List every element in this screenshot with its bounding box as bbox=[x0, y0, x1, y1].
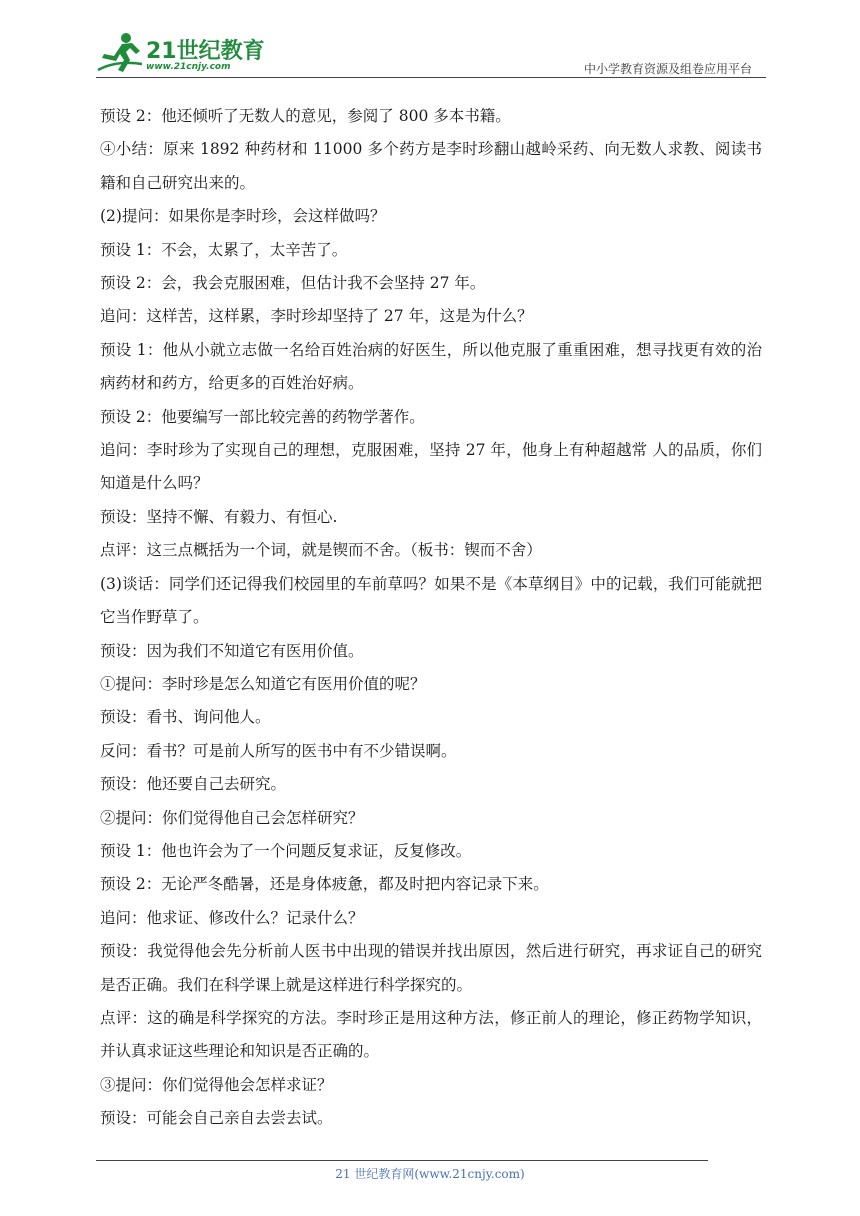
paragraph: 预设：坚持不懈、有毅力、有恒心. bbox=[100, 507, 338, 526]
paragraph: 预设：因为我们不知道它有医用价值。 bbox=[100, 641, 364, 660]
logo-url: www.21cnjy.com bbox=[146, 62, 231, 72]
paragraph: 预设 2：他还倾听了无数人的意见，参阅了 800 多本书籍。 bbox=[100, 107, 511, 125]
paragraph: (2)提问：如果你是李时珍，会这样做吗？ bbox=[100, 207, 386, 226]
paragraph: 预设：可能会自己亲自去尝去试。 bbox=[100, 1109, 333, 1128]
paragraph: 预设 1：他也许会为了一个问题反复求证，反复修改。 bbox=[100, 841, 472, 860]
paragraph: 反问：看书？可是前人所写的医书中有不少错误啊。 bbox=[100, 741, 457, 760]
paragraph: 预设 1：他从小就立志做一名给百姓治病的好医生，所以他克服了重重困难，想寻找更有效的治病药材和药方，给更多的百姓治好病。 bbox=[100, 340, 762, 393]
paragraph: 预设：我觉得他会先分析前人医书中出现的错误并找出原因，然后进行研究，再求证自己的研究是否正确。我们在科学课上就是这样进行科学探究的。 bbox=[100, 942, 762, 994]
paragraph: 预设：他还要自己去研究。 bbox=[100, 775, 287, 794]
paragraph: 预设 2：会，我会克服困难，但估计我不会坚持 27 年。 bbox=[100, 274, 486, 293]
paragraph: ②提问：你们觉得他自己会怎样研究？ bbox=[100, 808, 364, 827]
site-logo[interactable] bbox=[96, 30, 266, 76]
header-platform-title: 中小学教育资源及组卷应用平台 bbox=[583, 62, 752, 76]
page-header bbox=[96, 30, 760, 78]
paragraph: ①提问：李时珍是怎么知道它有医用价值的呢？ bbox=[100, 674, 426, 693]
paragraph: 点评：这三点概括为一个词，就是锲而不舍。（板书：锲而不舍） bbox=[100, 541, 542, 560]
paragraph: 追问：这样苦，这样累，李时珍却坚持了 27 年，这是为什么？ bbox=[100, 307, 533, 326]
header-divider bbox=[96, 77, 766, 78]
paragraph: 追问：他求证、修改什么？记录什么？ bbox=[100, 908, 364, 927]
logo-text: 21世纪教育 bbox=[146, 39, 265, 64]
footer-link[interactable]: 21 世纪教育网(www.21cnjy.com) bbox=[335, 1167, 525, 1181]
paragraph: ③提问：你们觉得他会怎样求证？ bbox=[100, 1075, 333, 1094]
document-body bbox=[100, 100, 762, 1136]
paragraph: (3)谈话：同学们还记得我们校园里的车前草吗？如果不是《本草纲目》中的记载，我们可能就把它当作野草了。 bbox=[100, 574, 762, 627]
paragraph: 预设 2：他要编写一部比较完善的药物学著作。 bbox=[100, 407, 425, 426]
paragraph: 点评：这的确是科学探究的方法。李时珍正是用这种方法，修正前人的理论，修正药物学知识，并认真求证这些理论和知识是否正确的。 bbox=[100, 1008, 762, 1061]
paragraph: ④小结：原来 1892 种药材和 11000 多个药方是李时珍翻山越岭采药、向无数人求教、阅读书籍和自己研究出来的。 bbox=[100, 140, 762, 192]
paragraph: 追问：李时珍为了实现自己的理想，克服困难，坚持 27 年，他身上有种超越常 人的品质，你们知道是什么吗？ bbox=[100, 441, 762, 493]
footer-divider bbox=[96, 1160, 708, 1161]
paragraph: 预设 1：不会，太累了，太辛苦了。 bbox=[100, 240, 348, 259]
paragraph: 预设 2：无论严冬酷暑，还是身体疲惫，都及时把内容记录下来。 bbox=[100, 875, 549, 894]
running-man-icon bbox=[96, 30, 146, 76]
paragraph: 预设：看书、询问他人。 bbox=[100, 708, 271, 727]
